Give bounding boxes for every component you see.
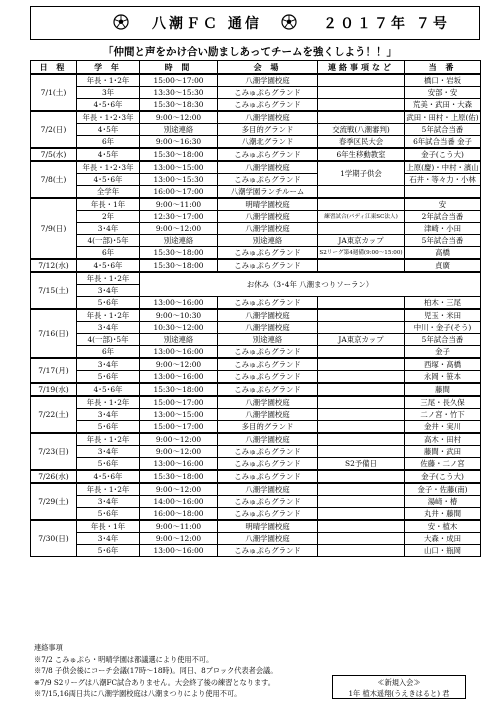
schedule-date: 7/2(日) (31, 111, 77, 148)
schedule-note: S2リーグ第4週備(9:00～15:00) (318, 247, 405, 260)
schedule-note: 6年生移動教室 (318, 148, 405, 161)
note-item: ※7/8 子供会後にコーチ会議(17時～18時)。同日、8ブロック代表者会議。 (34, 666, 278, 676)
schedule-note (318, 99, 405, 112)
schedule-note (318, 111, 405, 124)
schedule-duty: 児玉・米田 (405, 309, 481, 322)
schedule-grade: 4･5･6年 (77, 470, 140, 483)
schedule-duty: 金子(こう大) (405, 148, 481, 161)
schedule-time: 16:00～17:00 (140, 186, 218, 199)
schedule-venue: こみゅぷらグランド (218, 148, 318, 161)
soccer-ball-icon (113, 14, 129, 30)
schedule-duty: 丸井・藤間 (405, 508, 481, 521)
schedule-time: 15:00～17:00 (140, 421, 218, 434)
schedule-note: 交流戦(八潮審判) (318, 124, 405, 136)
schedule-note (318, 496, 405, 508)
schedule-duty: 金井・実川 (405, 421, 481, 434)
schedule-venue: こみゅぷらグランド (218, 508, 318, 521)
schedule-row (31, 483, 481, 496)
schedule-row (31, 458, 481, 471)
schedule-grade: 年長・1･2年 (77, 433, 140, 446)
schedule-grade: 3･4年 (77, 322, 140, 334)
schedule-time: 15:30～18:30 (140, 99, 218, 112)
schedule-venue: こみゅぷらグランド (218, 458, 318, 471)
schedule-venue: 八潮学園校庭 (218, 74, 318, 87)
schedule-row (31, 74, 481, 87)
schedule-duty: 柏木・三尾 (405, 297, 481, 310)
schedule-grade: 4･5･6年 (77, 259, 140, 272)
schedule-row (31, 346, 481, 359)
schedule-date: 7/15(土) (31, 272, 77, 309)
schedule-note: 練習試合(パディ江東SC法人) (318, 211, 405, 223)
schedule-time: 15:30～18:00 (140, 383, 218, 396)
schedule-row (31, 383, 481, 396)
schedule-note (318, 371, 405, 384)
schedule-time: 9:00～12:00 (140, 533, 218, 545)
schedule-venue: こみゅぷらグランド (218, 99, 318, 112)
schedule-note: 春季区民大会 (318, 136, 405, 149)
new-member-title: ≪新規入会≫ (377, 678, 421, 687)
schedule-time: 10:30～12:00 (140, 322, 218, 334)
schedule-note: JA東京カップ (318, 334, 405, 346)
header-time: 時 間 (140, 61, 218, 75)
schedule-grade: 4(一部)･5年 (77, 235, 140, 247)
note-item: ※7/2 こみゅぷら・明晴学園は都議選により使用不可。 (34, 654, 214, 664)
header-date: 日 程 (31, 61, 77, 75)
schedule-grade: 4･5･6年 (77, 99, 140, 112)
schedule-table (30, 60, 481, 557)
schedule-venue: 八潮北グランド (218, 136, 318, 149)
schedule-duty (405, 186, 481, 199)
schedule-date: 7/23(日) (31, 433, 77, 470)
schedule-row (31, 358, 481, 371)
schedule-duty: 藤間・武田 (405, 446, 481, 458)
schedule-venue: こみゅぷらグランド (218, 470, 318, 483)
schedule-note: 1学期子供会 (318, 161, 405, 186)
schedule-venue: 八潮学園校庭 (218, 111, 318, 124)
schedule-duty: 二ノ宮・竹下 (405, 409, 481, 421)
schedule-venue: 多目的グランド (218, 421, 318, 434)
schedule-grade: 年長・1･2･3年 (77, 161, 140, 174)
header-venue: 会 場 (218, 61, 318, 75)
schedule-note (318, 446, 405, 458)
schedule-duty: 2年試合当番 (405, 211, 481, 223)
schedule-note: S2予備日 (318, 458, 405, 471)
schedule-grade: 3･4年 (77, 446, 140, 458)
schedule-time: 16:00～18:00 (140, 508, 218, 521)
schedule-note (318, 223, 405, 235)
schedule-note (318, 346, 405, 359)
schedule-duty: 安 (405, 198, 481, 211)
schedule-note (318, 198, 405, 211)
schedule-grade: 5･6年 (77, 508, 140, 521)
schedule-row (31, 470, 481, 483)
schedule-venue: 八潮学園校庭 (218, 161, 318, 174)
schedule-grade: 5･6年 (77, 545, 140, 557)
schedule-time: 15:30～18:00 (140, 247, 218, 260)
schedule-venue: こみゅぷらグランド (218, 247, 318, 260)
schedule-note (318, 533, 405, 545)
schedule-date: 7/5(水) (31, 148, 77, 161)
schedule-duty: 金子 (405, 346, 481, 359)
schedule-time: 13:00～15:00 (140, 161, 218, 174)
schedule-row (31, 223, 481, 235)
schedule-venue: 八潮学園校庭 (218, 211, 318, 223)
schedule-date: 7/16(日) (31, 309, 77, 358)
schedule-time: 13:30～15:30 (140, 87, 218, 99)
schedule-duty: 金子(こう大) (405, 470, 481, 483)
schedule-date: 7/30(日) (31, 520, 77, 557)
schedule-venue: こみゅぷらグランド (218, 545, 318, 557)
new-member-box (332, 675, 466, 699)
schedule-grade: 5･6年 (77, 371, 140, 384)
schedule-venue: こみゅぷらグランド (218, 259, 318, 272)
schedule-duty: 高橋 (405, 247, 481, 260)
schedule-venue: 八潮学園校庭 (218, 483, 318, 496)
schedule-time: 15:30～18:00 (140, 148, 218, 161)
schedule-duty: 佐藤・二ノ宮 (405, 458, 481, 471)
schedule-note (318, 383, 405, 396)
schedule-grade: 3･4年 (77, 496, 140, 508)
schedule-venue: こみゅぷらグランド (218, 371, 318, 384)
schedule-time: 13:00～16:00 (140, 545, 218, 557)
schedule-duty: 三尾・長久保 (405, 396, 481, 409)
schedule-grade: 年長・1年 (77, 198, 140, 211)
schedule-grade: 3･4年 (77, 409, 140, 421)
issue-number: ２０１７年 ７号 (323, 16, 450, 32)
schedule-time: 9:00～12:00 (140, 446, 218, 458)
schedule-grade: 3･4年 (77, 285, 140, 297)
schedule-duty: 西塚・髙橋 (405, 358, 481, 371)
schedule-note (318, 396, 405, 409)
schedule-grade: 4･5･6年 (77, 174, 140, 186)
schedule-grade: 年長・1･2年 (77, 74, 140, 87)
schedule-duty: 6年試合当番 金子 (405, 136, 481, 149)
schedule-time: 15:00～17:00 (140, 74, 218, 87)
schedule-venue: 八潮学園校庭 (218, 533, 318, 545)
schedule-venue: 八潮学園ランチルーム (218, 186, 318, 199)
schedule-row (31, 148, 481, 161)
schedule-venue: こみゅぷらグランド (218, 87, 318, 99)
schedule-row (31, 161, 481, 174)
new-member-name: 1年 植木遥翔(うえきはると) 君 (348, 689, 450, 698)
schedule-note (318, 309, 405, 322)
schedule-row (31, 533, 481, 545)
schedule-duty: 貞廣 (405, 259, 481, 272)
schedule-row (31, 520, 481, 533)
schedule-duty: 山口・瓶岡 (405, 545, 481, 557)
schedule-row (31, 235, 481, 247)
schedule-row (31, 409, 481, 421)
schedule-row (31, 124, 481, 136)
schedule-grade: 5･6年 (77, 458, 140, 471)
schedule-grade: 5･6年 (77, 297, 140, 310)
schedule-date: 7/22(土) (31, 396, 77, 433)
schedule-duty: 安・植木 (405, 520, 481, 533)
schedule-note (318, 520, 405, 533)
schedule-time: 13:00～16:00 (140, 458, 218, 471)
schedule-grade: 年長・1･2年 (77, 396, 140, 409)
schedule-duty: 武田・田村・上原(佑) (406, 112, 479, 122)
schedule-note (318, 87, 405, 99)
schedule-row (31, 174, 481, 186)
schedule-row (31, 87, 481, 99)
schedule-time: 別途連絡 (140, 124, 218, 136)
schedule-grade: 4･5年 (77, 148, 140, 161)
schedule-duty: 湯﨑・椿 (405, 496, 481, 508)
schedule-note (318, 545, 405, 557)
schedule-time: 15:30～18:00 (140, 470, 218, 483)
schedule-row (31, 297, 481, 310)
schedule-grade: 6年 (77, 247, 140, 260)
schedule-venue: こみゅぷらグランド (218, 446, 318, 458)
schedule-note (318, 433, 405, 446)
soccer-ball-icon (281, 14, 297, 30)
schedule-row (31, 198, 481, 211)
schedule-row (31, 508, 481, 521)
schedule-row (31, 446, 481, 458)
schedule-row (31, 186, 481, 199)
schedule-row (31, 496, 481, 508)
schedule-time: 9:00～11:00 (140, 198, 218, 211)
schedule-venue: 八潮学園校庭 (218, 322, 318, 334)
schedule-header-row (31, 61, 481, 75)
header-grade: 学 年 (77, 61, 140, 75)
schedule-time: 13:00～15:30 (140, 174, 218, 186)
note-item: ※7/9 S2リーグは八潮FC試合ありません。大会終了後の練習となります。 (34, 677, 275, 687)
schedule-duty: 荒美・武田・大森 (405, 99, 481, 112)
schedule-duty: 永岡・笹本 (405, 371, 481, 384)
header-duty: 当 番 (405, 61, 481, 75)
schedule-note (318, 409, 405, 421)
schedule-grade: 2年 (77, 211, 140, 223)
schedule-time: 13:00～16:00 (140, 346, 218, 359)
schedule-time: 9:00～12:00 (140, 223, 218, 235)
schedule-date: 7/9(日) (31, 198, 77, 259)
schedule-time: 13:00～15:00 (140, 409, 218, 421)
schedule-date: 7/8(土) (31, 161, 77, 198)
schedule-grade: 年長・1･2･3年 (77, 111, 140, 124)
schedule-time: 9:00～12:00 (140, 358, 218, 371)
schedule-grade: 6年 (77, 136, 140, 149)
note-item: ※7/15,16両日共に八潮学園校庭は八潮まつりにより使用不可。 (34, 689, 242, 699)
schedule-venue: 明晴学園校庭 (218, 198, 318, 211)
schedule-grade: 全学年 (77, 186, 140, 199)
schedule-grade: 3･4年 (77, 533, 140, 545)
schedule-body (31, 74, 481, 557)
schedule-note (318, 259, 405, 272)
schedule-note (318, 358, 405, 371)
schedule-duty: 5年試合当番 (405, 334, 481, 346)
schedule-duty: 上原(慶)・中村・濱山 (406, 162, 479, 172)
schedule-row (31, 309, 481, 322)
schedule-row (31, 371, 481, 384)
schedule-note (318, 483, 405, 496)
schedule-note (318, 74, 405, 87)
schedule-row (31, 136, 481, 149)
team-slogan: 「仲間と声をかけ合い励ましあってチームを強くしよう！！」 (103, 46, 397, 58)
schedule-time: 15:30～18:00 (140, 259, 218, 272)
schedule-day-off: お休み（3･4年 八潮まつりソーラン） (140, 272, 481, 297)
schedule-date: 7/26(水) (31, 470, 77, 483)
schedule-venue: こみゅぷらグランド (218, 383, 318, 396)
schedule-grade: 年長・1･2年 (77, 272, 140, 285)
schedule-duty: 中川・金子(そう) (405, 322, 481, 334)
schedule-grade: 年長・1年 (77, 520, 140, 533)
schedule-duty: 大森・成田 (405, 533, 481, 545)
newsletter-header (30, 6, 480, 40)
notes-heading: 連絡事項 (34, 643, 63, 652)
schedule-time: 9:00～11:00 (140, 520, 218, 533)
schedule-venue: こみゅぷらグランド (218, 358, 318, 371)
schedule-grade: 年長・1･2年 (77, 309, 140, 322)
schedule-time: 15:00～17:00 (140, 396, 218, 409)
schedule-grade: 年長・1･2年 (77, 483, 140, 496)
schedule-duty: 津崎・小田 (405, 223, 481, 235)
schedule-venue: こみゅぷらグランド (218, 496, 318, 508)
schedule-grade: 3･4年 (77, 358, 140, 371)
schedule-venue: 八潮学園校庭 (218, 223, 318, 235)
schedule-date: 7/17(月) (31, 358, 77, 383)
schedule-duty: 金子・佐藤(南) (405, 483, 481, 496)
schedule-row (31, 99, 481, 112)
schedule-time: 13:00～16:00 (140, 297, 218, 310)
schedule-time: 13:00～16:00 (140, 371, 218, 384)
schedule-date: 7/19(水) (31, 383, 77, 396)
schedule-duty: 高木・田村 (405, 433, 481, 446)
schedule-time: 別途連絡 (140, 334, 218, 346)
schedule-row (31, 421, 481, 434)
schedule-row (31, 211, 481, 223)
schedule-row (31, 334, 481, 346)
schedule-note (318, 421, 405, 434)
schedule-duty: 安部・安 (405, 87, 481, 99)
schedule-duty: 石井・等々力・小林 (405, 174, 481, 186)
schedule-row (31, 272, 481, 285)
schedule-time: 14:00～16:00 (140, 496, 218, 508)
schedule-venue: 別途連絡 (218, 334, 318, 346)
newsletter-title: 八潮ＦＣ 通信 (152, 16, 262, 32)
schedule-duty: 藤間 (405, 383, 481, 396)
schedule-time: 9:00～12:00 (140, 433, 218, 446)
schedule-venue: 八潮学園校庭 (218, 309, 318, 322)
schedule-venue: 八潮学園校庭 (218, 409, 318, 421)
schedule-grade: 6年 (77, 346, 140, 359)
schedule-row (31, 433, 481, 446)
schedule-row (31, 247, 481, 260)
schedule-row (31, 396, 481, 409)
schedule-duty: 5年試合当番 (405, 235, 481, 247)
schedule-note: JA東京カップ (318, 235, 405, 247)
schedule-venue: こみゅぷらグランド (218, 174, 318, 186)
schedule-duty: 5年試合当番 (405, 124, 481, 136)
schedule-venue: 多目的グランド (218, 124, 318, 136)
header-notes: 連絡事項など (318, 61, 405, 75)
schedule-row (31, 111, 481, 124)
schedule-time: 9:00～10:30 (140, 309, 218, 322)
schedule-note (318, 322, 405, 334)
schedule-time: 9:00～16:30 (140, 136, 218, 149)
schedule-grade: 4･5年 (77, 124, 140, 136)
schedule-note (318, 508, 405, 521)
schedule-grade: 4(一部)･5年 (77, 334, 140, 346)
schedule-date: 7/1(土) (31, 74, 77, 111)
schedule-venue: 明晴学園校庭 (218, 520, 318, 533)
schedule-venue: こみゅぷらグランド (218, 346, 318, 359)
schedule-grade: 4･5･6年 (77, 383, 140, 396)
schedule-time: 12:30～17:00 (140, 211, 218, 223)
schedule-row (31, 322, 481, 334)
schedule-note (318, 186, 405, 199)
schedule-row (31, 545, 481, 557)
schedule-note (318, 470, 405, 483)
schedule-row (31, 259, 481, 272)
schedule-note (318, 297, 405, 310)
schedule-date: 7/29(土) (31, 483, 77, 520)
schedule-venue: こみゅぷらグランド (218, 297, 318, 310)
schedule-venue: 八潮学園校庭 (218, 433, 318, 446)
schedule-grade: 3･4年 (77, 223, 140, 235)
schedule-time: 9:00～12:00 (140, 483, 218, 496)
schedule-time: 別途連絡 (140, 235, 218, 247)
schedule-date: 7/12(水) (31, 259, 77, 272)
schedule-venue: 八潮学園校庭 (218, 396, 318, 409)
schedule-time: 9:00～12:00 (140, 111, 218, 124)
schedule-grade: 3年 (77, 87, 140, 99)
schedule-duty: 橋口・岩坂 (405, 74, 481, 87)
schedule-venue: 別途連絡 (218, 235, 318, 247)
schedule-grade: 5･6年 (77, 421, 140, 434)
